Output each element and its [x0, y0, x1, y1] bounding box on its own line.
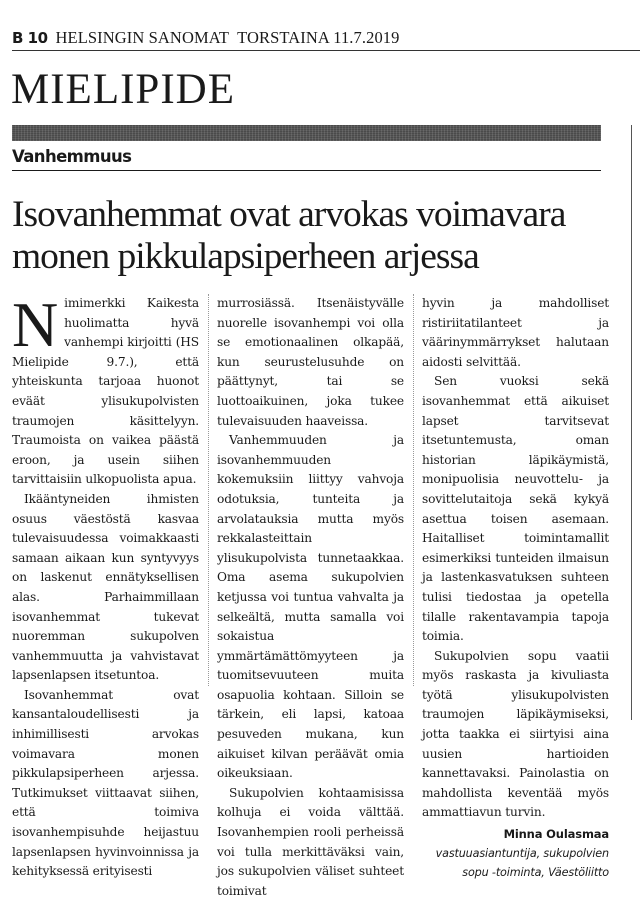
article-column-3 [422, 294, 609, 882]
body-paragraph: Ikääntyneiden ihmisten osuus väestöstä kasvaa tulevaisuudessa voimakkaasti samaan aikaan kun syntyvyys on laskenut ennätyksellisen alas. Parhaimmillaan isovanhemmat tukevat nuoremman sukupolven vanhemmuutta ja vahvistavat lapsenlapsen itsetuntoa. [12, 491, 199, 683]
body-paragraph: hyvin ja mahdolliset ristiriitatilanteet ja väärinymmärrykset halutaan aidosti selvittää. [422, 296, 609, 369]
author-role-line-2: sopu -toiminta, Väestöliitto [462, 866, 609, 880]
column-divider [413, 294, 414, 686]
body-paragraph: Sukupolvien kohtaamisissa kolhuja ei voida välttää. Isovanhempien rooli perheissä voi tulla merkittäväksi vain, jos sukupolvien väliset suhteet toimivat [217, 785, 404, 898]
author-role-line-1: vastuuasiantuntija, sukupolvien [435, 847, 609, 861]
headline-line-1: Isovanhemmat ovat arvokas voimavara [12, 194, 566, 235]
newspaper-name: HELSINGIN SANOMAT [55, 28, 230, 47]
body-paragraph [12, 289, 199, 490]
article-column-1 [12, 289, 199, 882]
author-signature [422, 825, 609, 882]
author-name: Minna Oulasmaa [503, 827, 609, 842]
issue-date: TORSTAINA 11.7.2019 [237, 28, 400, 47]
body-paragraph: Isovanhemmat ovat kansantaloudellisesti ja inhimillisesti arvokas voimavara monen pikkulapsiperheen arjessa. Tutkimukset viittaavat siihen, että toimiva isovanhempisuhde heijastuu lapsenlapsen hyvinvoinnissa ja kehityksessä erityisesti [12, 687, 199, 879]
drop-cap: N [12, 289, 59, 360]
body-paragraph: Vanhemmuuden ja isovanhemmuuden kokemuksiin liittyy vahvoja odotuksia, tunteita ja arvolatauksia mutta myös rekkalasteittain ylisukupolvista tunnetaakkaa. Oma asema sukupolvien ketjussa voi tuntua vahvalta ja selkeältä, mutta samalla voi sokaistua ymmärtämättömyyteen ja tuomitsevuuteen muita osapuolia kohtaan. Silloin se tärkein, eli lapsi, katoaa pesuveden mukana, kun aikuiset kilvan peräävät omia oikeuksiaan. [217, 433, 404, 781]
article-column-2 [217, 294, 404, 901]
paragraph-text: imimerkki Kaikesta huolimatta hyvä vanhempi kirjoitti (HS Mielipide 9.7.), että yhteiskunta tarjoaa huonot eväät ylisukupolvisten traumojen käsittelyyn. Traumoista on vaikea päästä eroon, ja usein siihen tarvittaisiin ulkopuolista apua. [12, 296, 199, 487]
topic-label: Vanhemmuus [12, 146, 601, 171]
section-title: MIELIPIDE [11, 66, 235, 113]
headline-line-2: monen pikkulapsiperheen arjessa [12, 236, 479, 277]
page-number: B 10 [12, 29, 48, 47]
body-paragraph: Sen vuoksi sekä isovanhemmat että aikuiset lapset tarvitsevat itsetuntemusta, oman historian läpikäymistä, monipuolisia neuvottelu- ja sovittelutaitoja sekä kykyä asettua toisen asemaan. Haitalliset toimintamallit esimerkiksi tunteiden ilmaisun ja lastenkasvatuksen suhteen tulisi tiedostaa ja opetella tilalle rakentavampia tapoja toimia. [422, 374, 609, 644]
body-paragraph: murrosiässä. Itsenäistyvälle nuorelle isovanhempi voi olla se emotionaalinen olkapää, kun seurustelusuhde on päättynyt, tai se luottoaikuinen, joka tukee tulevaisuuden haaveissa. [217, 296, 404, 428]
section-divider-band [12, 125, 601, 141]
article-body [12, 289, 624, 898]
article-headline [12, 194, 612, 278]
page-masthead [12, 28, 640, 51]
column-divider [208, 294, 209, 686]
body-paragraph: Sukupolvien sopu vaatii myös raskasta ja kivuliasta työtä ylisukupolvisten traumojen läpikäymiseksi, jotta taakka ei siirtyisi aina uusien hartioiden kannettavaksi. Painolastia on mahdollista keventää myös ammattiavun turvin. [422, 648, 609, 820]
page-border-rule [631, 125, 632, 720]
